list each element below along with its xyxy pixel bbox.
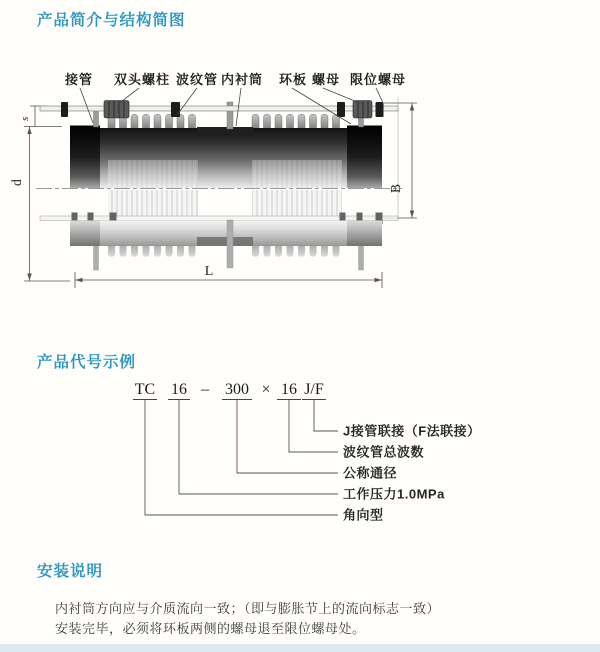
part-label-xianweiluomu: 限位螺母 [350,72,407,87]
code-part-conn: J/F [304,381,324,398]
callout-type: 角向型 [343,507,384,523]
callout-waves: 波纹管总波数 [343,444,425,460]
part-label-neichentong: 内衬筒 [221,72,264,87]
code-breakdown-diagram [0,372,600,537]
flange-right-lower [347,221,382,247]
dim-label-L: L [204,264,214,279]
liner-collar-lower [197,237,253,246]
part-labels [64,72,406,87]
callout-connection: J接管联接（F法联接） [343,423,481,439]
flange-right [347,126,382,189]
section-title-install: 安装说明 [37,563,104,580]
part-label-jieguan: 接管 [65,72,94,87]
code-elbow-lines [145,400,338,515]
upper-assembly [40,101,398,189]
code-part-type: TC [134,381,156,398]
code-part-dash: – [201,381,209,398]
part-label-luomu: 螺母 [312,72,341,87]
flange-left [70,126,100,189]
callout-pressure: 工作压力1.0MPa [343,486,445,502]
code-part-diameter: 300 [225,381,249,398]
install-line-1: 内衬筒方向应与介质流向一致；（即与膨胀节上的流向标志一致） [55,601,441,616]
dimension-d [9,127,70,282]
section-title-code: 产品代号示例 [37,354,137,371]
code-part-waves: 16 [281,381,297,398]
part-label-huanban: 环板 [279,72,308,87]
lower-assembly [40,190,398,270]
dim-label-B: B [388,183,403,193]
callout-diameter: 公称通径 [343,465,398,481]
code-callouts [343,424,481,523]
dim-label-d: d [9,179,24,186]
dim-label-s: s [19,116,31,121]
structure-diagram [0,60,600,320]
install-line-2: 安装完毕，必须将环板两侧的螺母退至限位螺母处。 [55,620,366,636]
part-label-shuangtouluozhu: 双头螺柱 [114,72,171,87]
code-string [135,381,324,398]
code-part-times: × [261,381,271,398]
code-part-pressure: 16 [171,381,187,398]
dimension-B [384,97,417,220]
section-title-intro: 产品简介与结构简图 [37,12,186,29]
bellows-lower [108,246,340,257]
flange-left-lower [70,221,100,247]
liner-collar [197,127,253,136]
footer-strip [0,644,600,652]
part-label-bowenguan: 波纹管 [176,72,219,87]
install-instructions [55,599,555,638]
